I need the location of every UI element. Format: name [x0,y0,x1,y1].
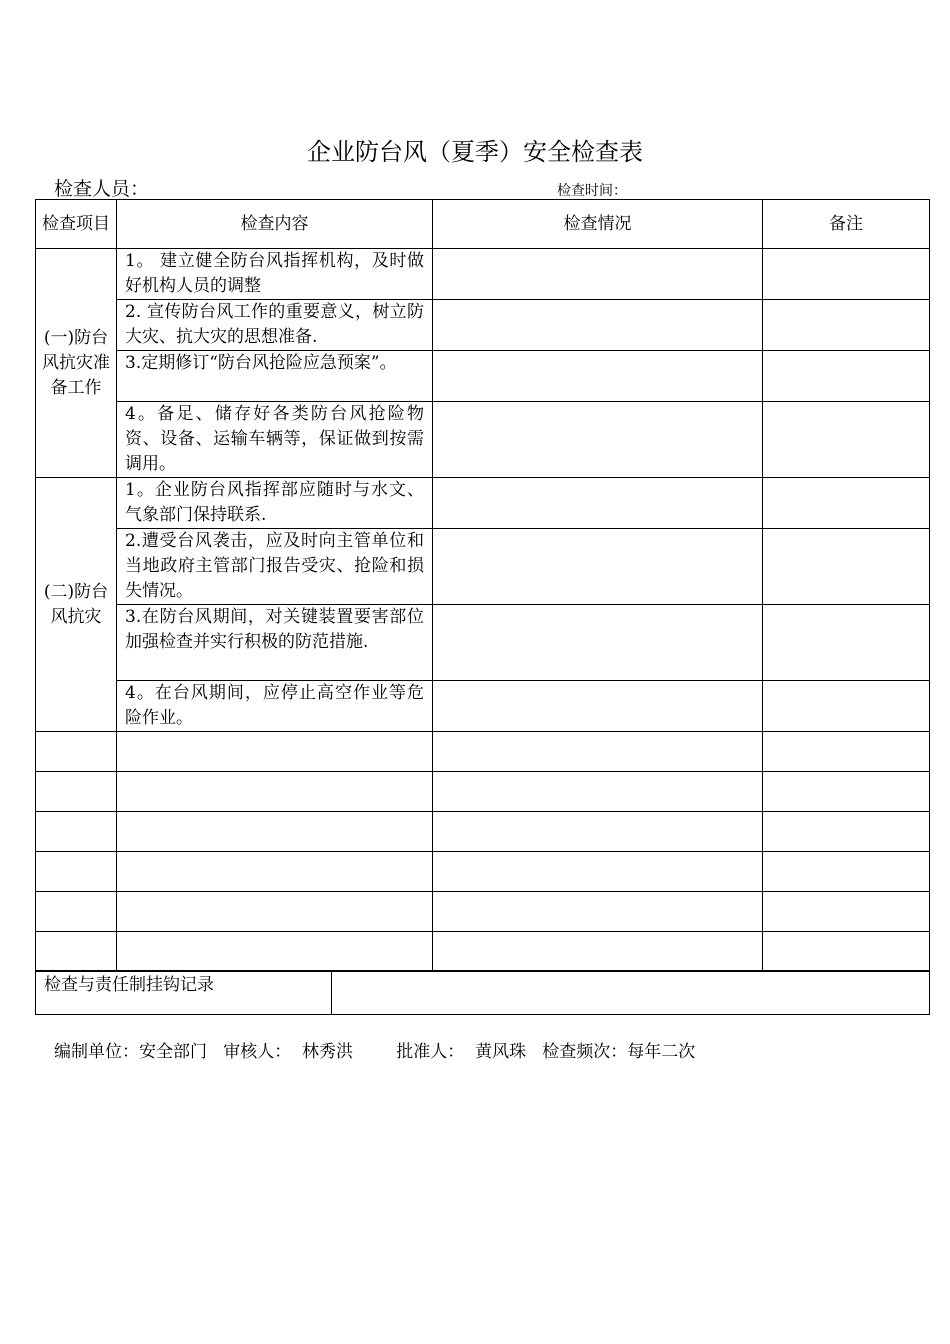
check-item: 1。企业防台风指挥部应随时与水文、气象部门保持联系. [117,478,433,529]
empty-row [36,932,930,972]
check-item: 4。备足、储存好各类防台风抢险物资、设备、运输车辆等，保证做到按需调用。 [117,402,433,478]
empty-row [36,732,930,772]
remarks-cell[interactable] [763,402,930,478]
column-header-remarks: 备注 [763,200,930,249]
empty-cell[interactable] [117,932,433,972]
status-cell[interactable] [433,605,763,681]
category-cell: (二)防台风抗灾 [36,478,117,732]
frequency-label: 检查频次： [542,1042,628,1062]
remarks-cell[interactable] [763,351,930,402]
empty-row [36,812,930,852]
check-item: 2. 宣传防台风工作的重要意义，树立防大灾、抗大灾的思想准备. [117,300,433,351]
remarks-cell[interactable] [763,478,930,529]
remarks-cell[interactable] [763,300,930,351]
inspection-table [35,199,930,972]
inspection-time-label: 检查时间： [557,183,627,199]
empty-row [36,852,930,892]
status-cell[interactable] [433,351,763,402]
check-item: 3.定期修订“防台风抢险应急预案”。 [117,351,433,402]
empty-cell[interactable] [433,892,763,932]
unit-value: 安全部门 [139,1042,207,1062]
inspector-label: 检查人员： [54,178,150,200]
empty-cell[interactable] [117,892,433,932]
empty-cell[interactable] [433,772,763,812]
approver-label: 批准人： [396,1042,465,1062]
remarks-cell[interactable] [763,681,930,732]
unit-label: 编制单位： [54,1042,139,1062]
record-row [36,971,930,1015]
check-item: 1。 建立健全防台风指挥机构，及时做好机构人员的调整 [117,249,433,300]
record-value-cell[interactable] [332,971,930,1015]
empty-cell[interactable] [36,892,117,932]
status-cell[interactable] [433,478,763,529]
record-table [35,970,930,1015]
table-row [36,351,930,402]
table-header-row [36,200,930,249]
frequency-value: 每年二次 [627,1042,696,1062]
table-row [36,402,930,478]
empty-cell[interactable] [433,932,763,972]
record-label: 检查与责任制挂钩记录 [36,971,332,1015]
empty-row [36,772,930,812]
category-cell: (一)防台风抗灾准备工作 [36,249,117,478]
remarks-cell[interactable] [763,249,930,300]
approver-value: 黄风珠 [475,1042,527,1062]
empty-cell[interactable] [763,932,930,972]
empty-cell[interactable] [36,772,117,812]
empty-row [36,892,930,932]
empty-cell[interactable] [117,852,433,892]
empty-cell[interactable] [117,772,433,812]
column-header-status: 检查情况 [433,200,763,249]
status-cell[interactable] [433,681,763,732]
table-row [36,300,930,351]
remarks-cell[interactable] [763,529,930,605]
empty-cell[interactable] [763,852,930,892]
page-title: 企业防台风（夏季）安全检查表 [307,138,643,166]
check-item: 3.在防台风期间，对关键装置要害部位加强检查并实行积极的防范措施. [117,605,433,681]
status-cell[interactable] [433,529,763,605]
status-cell[interactable] [433,402,763,478]
status-cell[interactable] [433,249,763,300]
empty-cell[interactable] [763,812,930,852]
table-row [36,529,930,605]
empty-cell[interactable] [36,852,117,892]
table-row [36,478,930,529]
empty-cell[interactable] [433,812,763,852]
empty-cell[interactable] [763,732,930,772]
table-row [36,681,930,732]
empty-cell[interactable] [36,812,117,852]
table-row [36,249,930,300]
remarks-cell[interactable] [763,605,930,681]
table-row [36,605,930,681]
reviewer-value: 林秀洪 [302,1042,354,1062]
empty-cell[interactable] [117,812,433,852]
empty-cell[interactable] [433,852,763,892]
empty-cell[interactable] [763,892,930,932]
column-header-content: 检查内容 [117,200,433,249]
reviewer-label: 审核人： [223,1042,292,1062]
empty-cell[interactable] [36,932,117,972]
check-item: 4。在台风期间，应停止高空作业等危险作业。 [117,681,433,732]
check-item: 2.遭受台风袭击，应及时向主管单位和当地政府主管部门报告受灾、抢险和损失情况。 [117,529,433,605]
column-header-item: 检查项目 [36,200,117,249]
status-cell[interactable] [433,300,763,351]
empty-cell[interactable] [433,732,763,772]
empty-cell[interactable] [36,732,117,772]
empty-cell[interactable] [117,732,433,772]
empty-cell[interactable] [763,772,930,812]
footer [54,1037,695,1062]
